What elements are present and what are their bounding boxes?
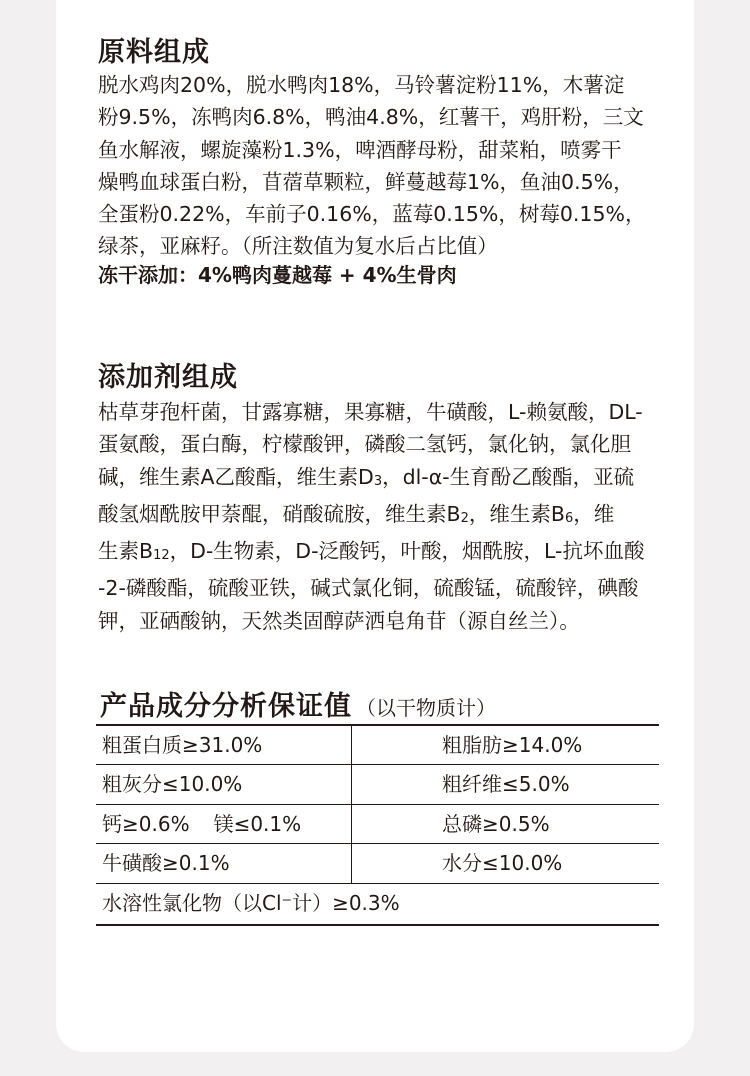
additives-line: -2-磷酸酯，硫酸亚铁，碱式氯化铜，硫酸锰，硫酸锌，碘酸 xyxy=(98,576,639,601)
table-cell: 粗纤维≤5.0% xyxy=(442,772,570,797)
table-row xyxy=(96,765,659,804)
table-row xyxy=(96,805,659,844)
table-cell: 水分≤10.0% xyxy=(442,851,563,876)
additives-line: 酸氢烟酰胺甲萘醌，硝酸硫胺，维生素B2，维生素B6，维 xyxy=(98,501,615,526)
table-cell: 水溶性氯化物（以Cl⁻计）≥0.3% xyxy=(102,890,400,915)
additives-line: 碱，维生素A乙酸酯，维生素D3，dl-α-生育酚乙酸酯，亚硫 xyxy=(98,464,635,489)
additives-line: 蛋氨酸，蛋白酶，柠檬酸钾，磷酸二氢钙，氯化钠，氯化胆 xyxy=(98,432,631,457)
additives-line: 生素B12，D-生物素，D-泛酸钙，叶酸，烟酰胺，L-抗坏血酸 xyxy=(98,539,645,564)
raw-materials-line: 脱水鸡肉20%，脱水鸭肉18%，马铃薯淀粉11%，木薯淀 xyxy=(98,73,625,97)
additives-title: 添加剂组成 xyxy=(98,362,238,393)
raw-materials-title: 原料组成 xyxy=(98,37,210,68)
raw-materials-line: 燥鸭血球蛋白粉，苜蓿草颗粒，鲜蔓越莓1%，鱼油0.5%， xyxy=(98,169,634,194)
table-row xyxy=(96,844,659,883)
analysis-note: （以干物质计） xyxy=(356,696,496,720)
raw-materials-line: 粉9.5%，冻鸭肉6.8%，鸭油4.8%，红薯干，鸡肝粉，三文 xyxy=(98,105,644,130)
analysis-title: 产品成分分析保证值 （以干物质计） xyxy=(100,691,496,722)
table-row xyxy=(96,726,659,765)
raw-materials-line: 全蛋粉0.22%，车前子0.16%，蓝莓0.15%，树莓0.15%， xyxy=(98,202,646,227)
additives-text xyxy=(98,396,658,637)
table-cell: 粗灰分≤10.0% xyxy=(96,765,352,803)
table-cell: 粗脂肪≥14.0% xyxy=(442,733,583,757)
freeze-dried-addition: 冻干添加：4%鸭肉蔓越莓 + 4%生骨肉 xyxy=(98,263,457,287)
table-cell: 总磷≥0.5% xyxy=(442,811,550,836)
additives-line: 钾，亚硒酸钠，天然类固醇萨洒皂角苷（源自丝兰）。 xyxy=(98,608,580,633)
table-cell: 钙≥0.6% 镁≤0.1% xyxy=(96,805,352,843)
raw-materials-line: 鱼水解液，螺旋藻粉1.3%，啤酒酵母粉，甜菜粕，喷雾干 xyxy=(98,137,622,162)
raw-materials-line: 绿茶，亚麻籽。（所注数值为复水后占比值） xyxy=(98,234,498,259)
additives-line: 枯草芽孢杆菌，甘露寡糖，果寡糖，牛磺酸，L-赖氨酸，DL- xyxy=(98,400,643,424)
table-row xyxy=(96,884,659,924)
table-cell: 粗蛋白质≥31.0% xyxy=(96,726,352,764)
raw-materials-text xyxy=(98,69,658,263)
table-cell: 牛磺酸≥0.1% xyxy=(96,844,352,882)
analysis-table xyxy=(96,724,659,926)
